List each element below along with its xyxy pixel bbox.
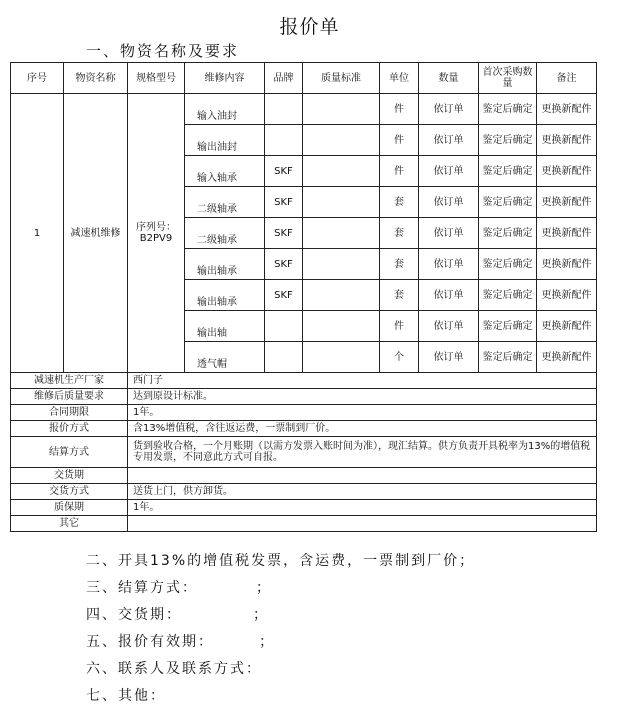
terms-list bbox=[86, 548, 475, 710]
table-row bbox=[11, 94, 597, 125]
header-row bbox=[11, 63, 597, 94]
row-first: 鉴定后确定 bbox=[479, 249, 537, 280]
quote-table bbox=[10, 62, 597, 532]
row-quality bbox=[303, 94, 380, 125]
row-content: 输出轴承 bbox=[185, 249, 265, 280]
item-seq: 1 bbox=[11, 94, 64, 373]
row-qty: 依订单 bbox=[419, 94, 479, 125]
row-brand: SKF bbox=[265, 280, 303, 311]
term-settlement: 三、结算方式： ； bbox=[86, 580, 273, 596]
row-unit: 件 bbox=[380, 156, 419, 187]
row-content: 二级轴承 bbox=[185, 187, 265, 218]
info-label: 交货期 bbox=[11, 468, 128, 484]
row-first: 鉴定后确定 bbox=[479, 342, 537, 373]
info-row-settlement bbox=[11, 437, 597, 468]
row-remark: 更换新配件 bbox=[537, 218, 597, 249]
info-row-other bbox=[11, 516, 597, 532]
header-content: 维修内容 bbox=[185, 63, 265, 94]
row-unit: 件 bbox=[380, 125, 419, 156]
info-value: 1年。 bbox=[128, 500, 597, 516]
info-row-warranty bbox=[11, 500, 597, 516]
row-content: 输出油封 bbox=[185, 125, 265, 156]
info-label: 交货方式 bbox=[11, 484, 128, 500]
term-invoice: 二、开具13%的增值税发票，含运费，一票制到厂价； bbox=[86, 553, 476, 569]
term-contact: 六、联系人及联系方式： bbox=[86, 661, 262, 677]
row-first: 鉴定后确定 bbox=[479, 280, 537, 311]
info-value: 西门子 bbox=[128, 373, 597, 389]
row-content: 输入油封 bbox=[185, 94, 265, 125]
row-unit: 套 bbox=[380, 187, 419, 218]
row-remark: 更换新配件 bbox=[537, 249, 597, 280]
header-first: 首次采购数量 bbox=[479, 63, 537, 94]
row-quality bbox=[303, 311, 380, 342]
row-remark: 更换新配件 bbox=[537, 125, 597, 156]
row-remark: 更换新配件 bbox=[537, 342, 597, 373]
row-first: 鉴定后确定 bbox=[479, 156, 537, 187]
row-unit: 套 bbox=[380, 218, 419, 249]
row-brand: SKF bbox=[265, 187, 303, 218]
info-value: 含13%增值税，含往返运费，一票制到厂价。 bbox=[128, 421, 597, 437]
info-value: 送货上门，供方卸货。 bbox=[128, 484, 597, 500]
row-brand: SKF bbox=[265, 156, 303, 187]
info-label: 其它 bbox=[11, 516, 128, 532]
info-row-delivery-method bbox=[11, 484, 597, 500]
header-name: 物资名称 bbox=[64, 63, 128, 94]
info-label: 维修后质量要求 bbox=[11, 389, 128, 405]
header-seq: 序号 bbox=[11, 63, 64, 94]
row-brand bbox=[265, 94, 303, 125]
info-value bbox=[128, 468, 597, 484]
info-row-term bbox=[11, 405, 597, 421]
row-qty: 依订单 bbox=[419, 249, 479, 280]
row-first: 鉴定后确定 bbox=[479, 218, 537, 249]
row-qty: 依订单 bbox=[419, 342, 479, 373]
row-first: 鉴定后确定 bbox=[479, 125, 537, 156]
item-name: 减速机维修 bbox=[64, 94, 128, 373]
row-remark: 更换新配件 bbox=[537, 94, 597, 125]
row-content: 输出轴承 bbox=[185, 280, 265, 311]
info-row-pricing bbox=[11, 421, 597, 437]
row-qty: 依订单 bbox=[419, 311, 479, 342]
term-other: 七、其他： bbox=[86, 688, 166, 704]
row-qty: 依订单 bbox=[419, 280, 479, 311]
row-quality bbox=[303, 249, 380, 280]
header-brand: 品牌 bbox=[265, 63, 303, 94]
row-first: 鉴定后确定 bbox=[479, 94, 537, 125]
info-row-manufacturer bbox=[11, 373, 597, 389]
row-quality bbox=[303, 187, 380, 218]
row-qty: 依订单 bbox=[419, 125, 479, 156]
row-unit: 套 bbox=[380, 280, 419, 311]
row-quality bbox=[303, 156, 380, 187]
header-qty: 数量 bbox=[419, 63, 479, 94]
info-value: 货到验收合格，一个月账期（以需方发票入账时间为准），现汇结算。供方负责开具税率为13%的增值税专用发票，不同意此方式可自报。 bbox=[128, 437, 597, 468]
page-title: 报价单 bbox=[279, 16, 340, 38]
row-brand bbox=[265, 125, 303, 156]
row-unit: 个 bbox=[380, 342, 419, 373]
row-remark: 更换新配件 bbox=[537, 311, 597, 342]
row-content: 二级轴承 bbox=[185, 218, 265, 249]
info-label: 减速机生产厂家 bbox=[11, 373, 128, 389]
info-label: 报价方式 bbox=[11, 421, 128, 437]
info-row-delivery-period bbox=[11, 468, 597, 484]
row-quality bbox=[303, 280, 380, 311]
row-unit: 套 bbox=[380, 249, 419, 280]
row-quality bbox=[303, 218, 380, 249]
section-heading: 一、物资名称及要求 bbox=[86, 42, 240, 60]
row-qty: 依订单 bbox=[419, 187, 479, 218]
info-label: 质保期 bbox=[11, 500, 128, 516]
row-first: 鉴定后确定 bbox=[479, 311, 537, 342]
header-quality: 质量标准 bbox=[303, 63, 380, 94]
row-brand bbox=[265, 311, 303, 342]
term-validity: 五、报价有效期： ； bbox=[86, 634, 276, 650]
row-quality bbox=[303, 342, 380, 373]
row-content: 透气帽 bbox=[185, 342, 265, 373]
row-remark: 更换新配件 bbox=[537, 156, 597, 187]
row-brand: SKF bbox=[265, 249, 303, 280]
row-brand: SKF bbox=[265, 218, 303, 249]
row-qty: 依订单 bbox=[419, 218, 479, 249]
item-spec: 序列号：B2PV9 bbox=[128, 94, 185, 373]
info-row-quality bbox=[11, 389, 597, 405]
row-unit: 件 bbox=[380, 94, 419, 125]
info-label: 合同期限 bbox=[11, 405, 128, 421]
row-unit: 件 bbox=[380, 311, 419, 342]
info-value: 1年。 bbox=[128, 405, 597, 421]
row-content: 输入轴承 bbox=[185, 156, 265, 187]
info-value: 达到原设计标准。 bbox=[128, 389, 597, 405]
header-unit: 单位 bbox=[380, 63, 419, 94]
row-qty: 依订单 bbox=[419, 156, 479, 187]
header-spec: 规格型号 bbox=[128, 63, 185, 94]
row-content: 输出轴 bbox=[185, 311, 265, 342]
row-first: 鉴定后确定 bbox=[479, 187, 537, 218]
row-brand bbox=[265, 342, 303, 373]
term-delivery: 四、交货期： ； bbox=[86, 607, 269, 623]
header-remark: 备注 bbox=[537, 63, 597, 94]
row-quality bbox=[303, 125, 380, 156]
info-value bbox=[128, 516, 597, 532]
row-remark: 更换新配件 bbox=[537, 280, 597, 311]
info-label: 结算方式 bbox=[11, 437, 128, 468]
row-remark: 更换新配件 bbox=[537, 187, 597, 218]
